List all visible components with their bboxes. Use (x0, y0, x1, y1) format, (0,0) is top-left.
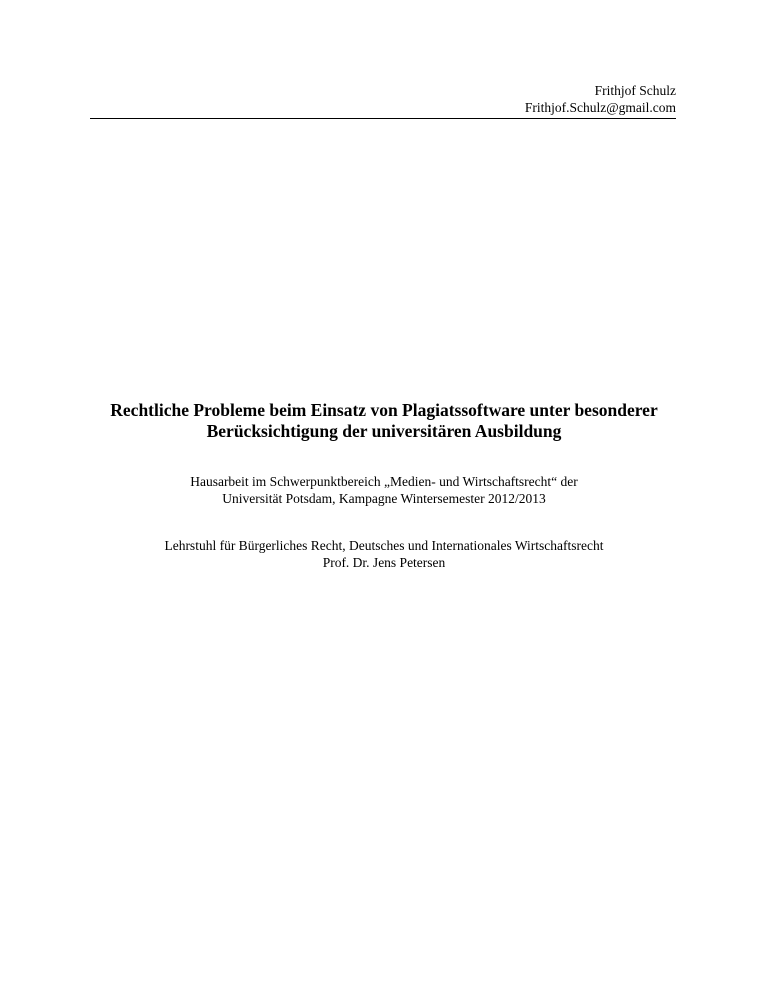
chair-name: Lehrstuhl für Bürgerliches Recht, Deutsches und Internationales Wirtschaftsrecht (164, 538, 604, 553)
author-email: Frithjof.Schulz@gmail.com (524, 100, 676, 115)
thesis-info (60, 473, 708, 507)
title-line-2: Berücksichtigung der universitären Ausbildung (206, 421, 562, 441)
thesis-info-line-1: Hausarbeit im Schwerpunktbereich „Medien- und Wirtschaftsrecht“ der (190, 474, 578, 489)
title-line-1: Rechtliche Probleme beim Einsatz von Plagiatssoftware unter besonderer (110, 400, 658, 420)
author-header (90, 82, 676, 116)
thesis-info-line-2: Universität Potsdam, Kampagne Wintersemester 2012/2013 (222, 491, 546, 506)
header-divider (90, 118, 676, 119)
professor-name: Prof. Dr. Jens Petersen (322, 555, 446, 570)
chair-info (60, 537, 708, 571)
author-name: Frithjof Schulz (594, 83, 676, 98)
document-title (60, 400, 708, 442)
